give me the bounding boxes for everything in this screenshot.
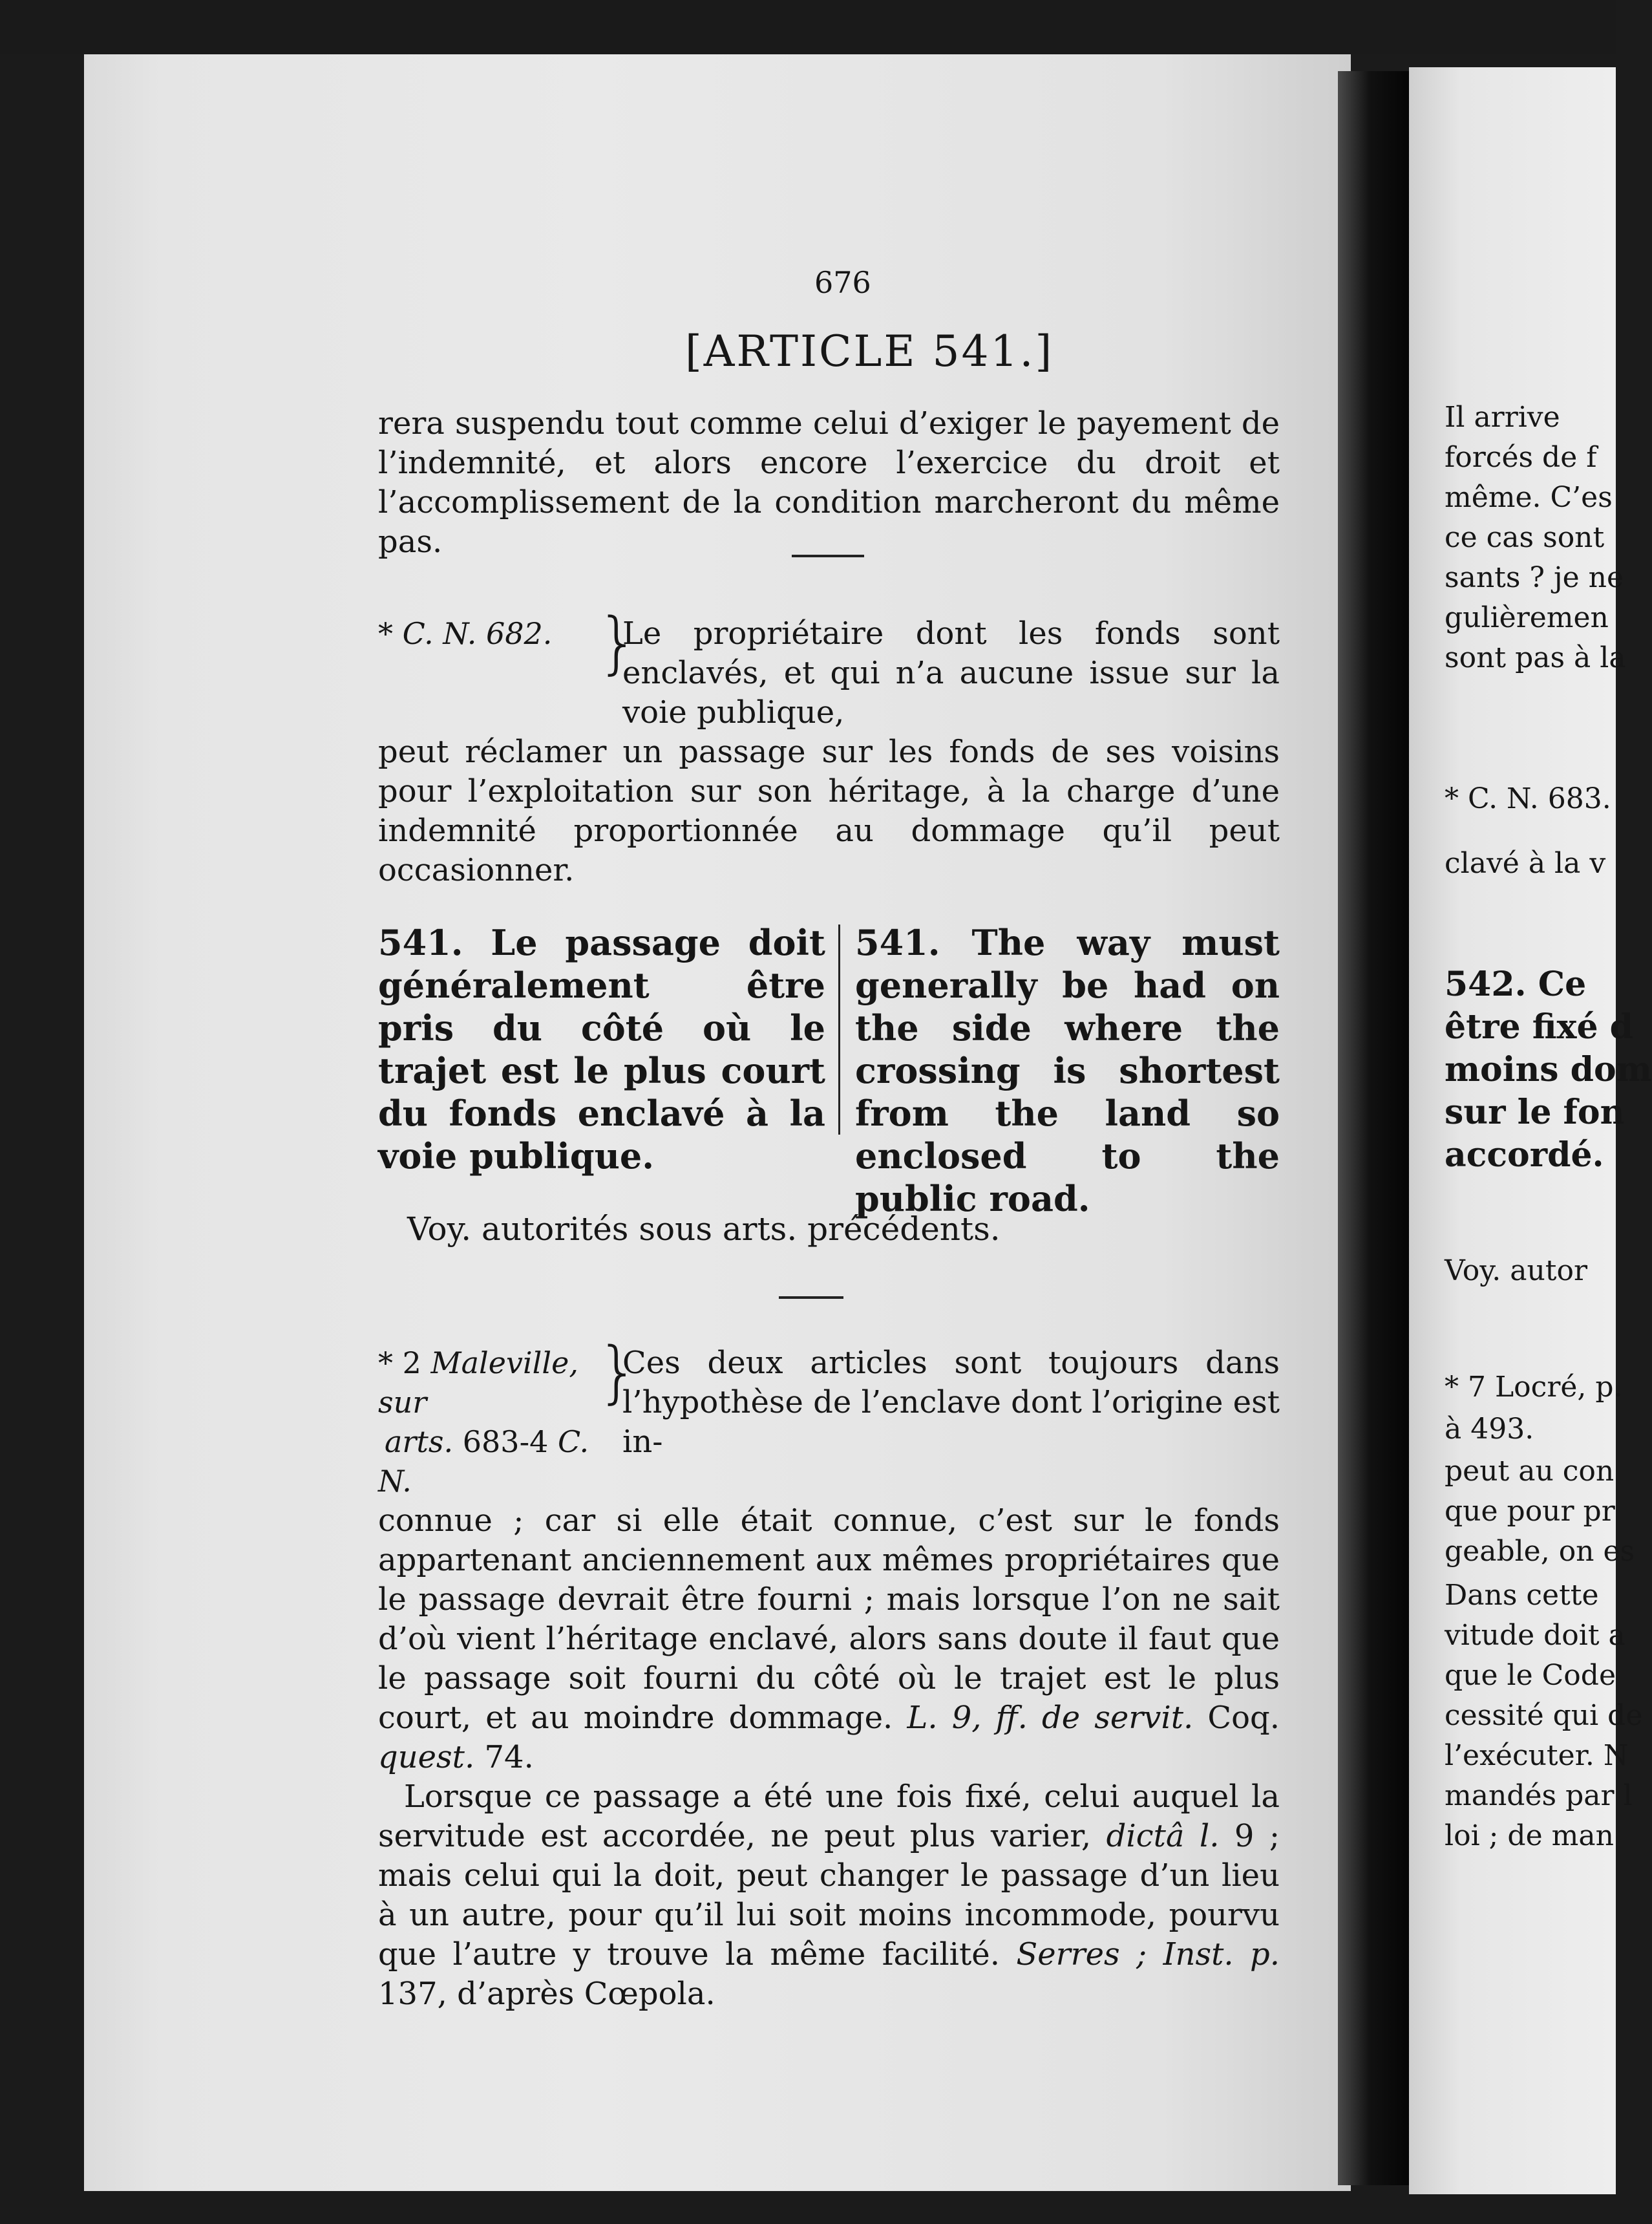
running-head: [ARTICLE 541.]	[685, 326, 1054, 376]
brace-glyph: }	[597, 603, 640, 682]
facing-line: sont pas à la	[1445, 641, 1626, 674]
citation: L. 9,	[907, 1700, 982, 1736]
facing-line: forcés de f	[1445, 441, 1597, 474]
maleville-body	[378, 1501, 1280, 1777]
facing-line: que pour pr	[1445, 1495, 1615, 1528]
facing-line: peut au con	[1445, 1455, 1615, 1488]
facing-line: l’exécuter. N	[1445, 1739, 1629, 1772]
film-border-top	[0, 0, 1616, 54]
facing-line: * 7 Locré, p.	[1445, 1371, 1623, 1404]
page-number: 676	[814, 265, 871, 300]
facing-line: 542. Ce	[1445, 965, 1587, 1004]
maleville-para2	[378, 1777, 1280, 2014]
facing-line: sur le fon	[1445, 1093, 1625, 1132]
facing-line: clavé à la v	[1445, 847, 1606, 880]
voy-reference: Voy. autorités sous arts. précédents.	[407, 1210, 1001, 1248]
facing-line: ce cas sont	[1445, 521, 1605, 554]
article-541-french: 541. Le passage doit généralement être pris du côté où le trajet est le plus court du fonds enclavé à la voie publique.	[378, 922, 825, 1177]
ref-author: Maleville, sur	[378, 1345, 578, 1420]
facing-line: être fixé d	[1445, 1007, 1634, 1047]
facing-line: Il arrive	[1445, 401, 1560, 434]
column-divider	[838, 925, 840, 1135]
maleville-body-text: connue ; car si elle était connue, c’est sur le fonds appartenant anciennement aux mêmes propriétaires que le passage devrait être fourni ; mais lorsque l’on ne sait d’où vient l’héritage enclavé, alors sans doute il faut que le passage soit fourni du côté où le trajet est le plus court, et au moindre dommage.	[378, 1502, 1280, 1736]
brace-glyph: }	[597, 1332, 640, 1411]
intro-text: rera suspendu tout comme celui d’exiger le payement de l’indemnité, et alors encore l’exercice du droit et l’accomplissement de la condition marcheront du même pas.	[378, 405, 1280, 560]
citation: dictâ l.	[1106, 1818, 1220, 1854]
ref-mark: *	[378, 616, 393, 651]
para2-text: 9 ; mais celui qui la doit, peut changer le passage d’un lieu à un autre, pour qu’il lui soit moins incommode, pourvu que l’autre y trouve la même facilité.	[378, 1818, 1280, 1973]
facing-line: Voy. autor	[1445, 1254, 1587, 1287]
facing-line: sants ? je ne	[1445, 561, 1624, 594]
facing-line: mandés par l	[1445, 1779, 1633, 1812]
maleville-note	[378, 1332, 1280, 2014]
cn-682-body: peut réclamer un passage sur les fonds de ses voisins pour l’exploitation sur son héritage, à la charge d’une indemnité proportionnée au dommage qu’il peut occasionner.	[378, 734, 1280, 888]
section-rule	[792, 555, 864, 557]
facing-line: accordé.	[1445, 1135, 1604, 1175]
citation: Serres ; Inst. p.	[1016, 1936, 1280, 1973]
citation: Coq.	[1207, 1700, 1280, 1736]
maleville-head: Ces deux articles sont toujours dans l’hypothèse de l’enclave dont l’origine est in-	[622, 1345, 1280, 1460]
cn-682-head: Le propriétaire dont les fonds sont enclavés, et qui n’a aucune issue sur la voie publique,	[622, 615, 1280, 731]
facing-line: à 493.	[1445, 1413, 1534, 1446]
facing-line: Dans cette	[1445, 1579, 1599, 1612]
facing-line: même. C’es	[1445, 481, 1613, 514]
cn-682-ref	[378, 614, 597, 654]
facing-line: geable, on es	[1445, 1535, 1635, 1568]
citation: ff. de servit.	[995, 1700, 1194, 1736]
para2-text: 137, d’après Cœpola.	[378, 1976, 715, 2012]
facing-line: moins dom	[1445, 1050, 1652, 1089]
article-541-english: 541. The way must generally be had on the side where the crossing is shortest from the land so enclosed to the public road.	[855, 922, 1280, 1219]
ref-arts: arts.	[385, 1424, 454, 1459]
para2-text: Lorsque ce passage a été une fois fixé, celui auquel la servitude est accordée, ne peut plus varier,	[378, 1779, 1280, 1854]
intro-paragraph	[378, 404, 1280, 562]
facing-line: loi ; de man	[1445, 1819, 1614, 1852]
facing-line: gulièremen	[1445, 601, 1609, 634]
book-gutter	[1338, 71, 1409, 2185]
maleville-ref	[378, 1343, 597, 1501]
facing-line: * C. N. 683.	[1445, 782, 1611, 815]
ref-arts-num: 683-4	[462, 1424, 549, 1459]
ref-text: C. N. 682.	[402, 616, 553, 651]
facing-line: vitude doit a	[1445, 1619, 1626, 1652]
ref-mark: * 2	[378, 1345, 421, 1380]
citation: 74.	[484, 1739, 534, 1775]
ref-code: C. N.	[378, 1424, 589, 1499]
facing-line: cessité qui de	[1445, 1699, 1643, 1732]
citation: quest.	[378, 1739, 475, 1775]
facing-line: que le Code	[1445, 1659, 1616, 1692]
section-rule-2	[779, 1296, 843, 1299]
cn-682-note	[378, 603, 1280, 890]
